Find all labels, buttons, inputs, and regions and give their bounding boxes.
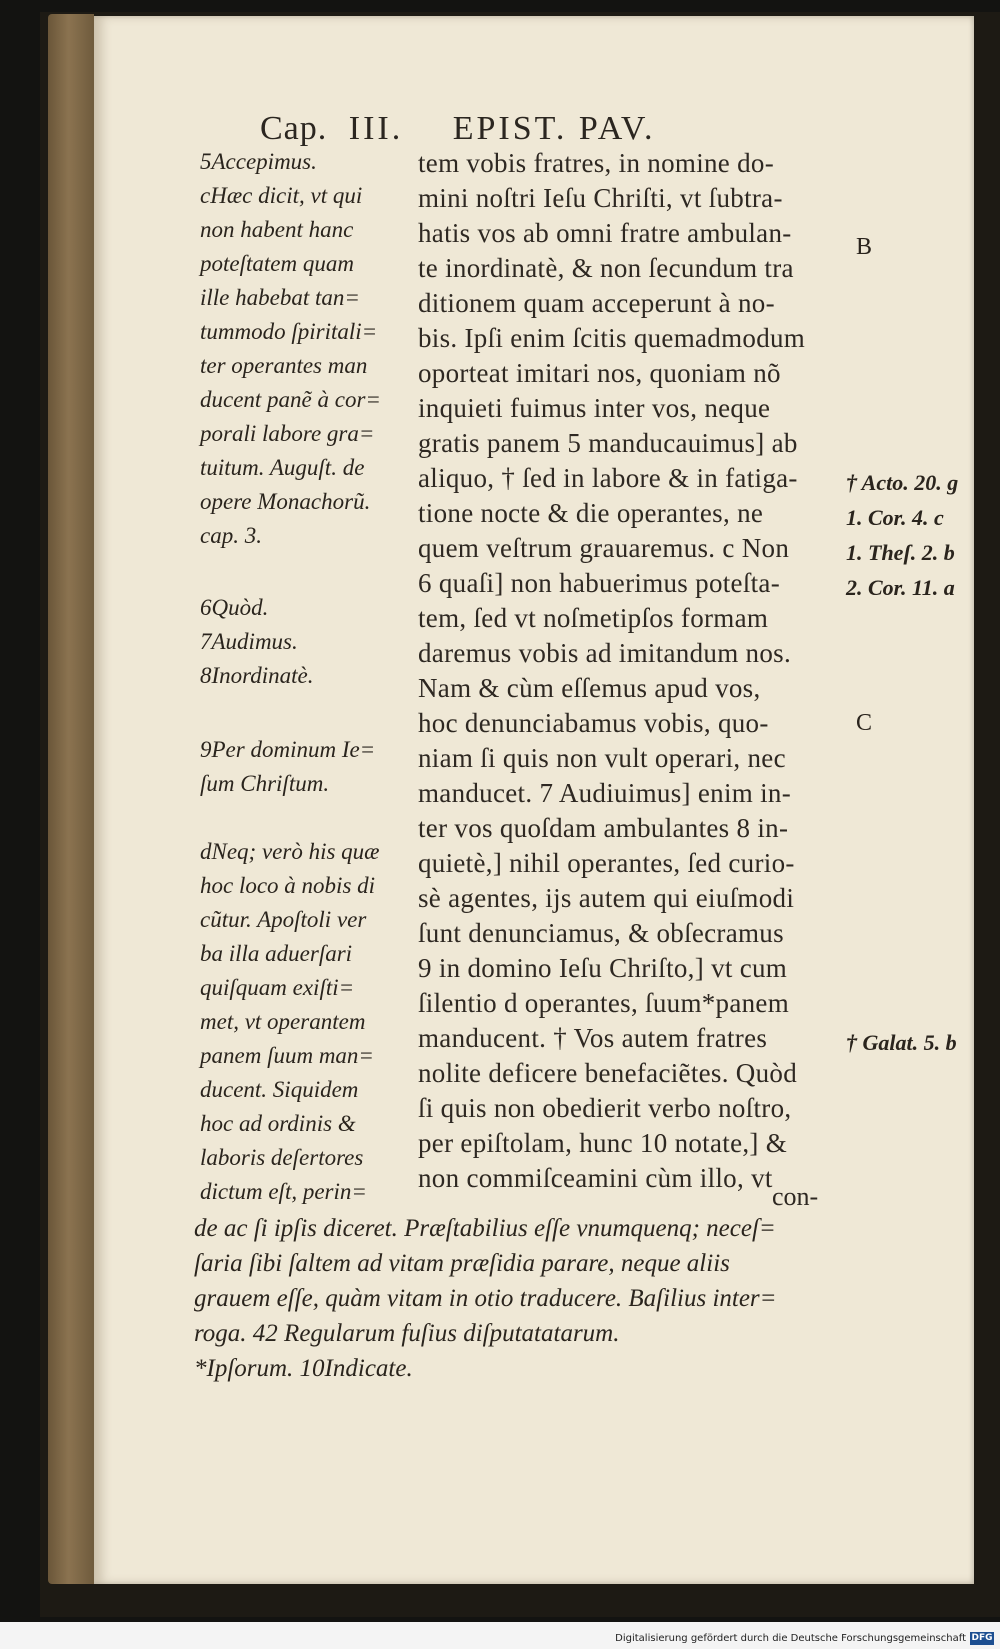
body-line: tem, ſed vt noſmetipſos formam: [418, 603, 769, 633]
body-line: quem veſtrum grauaremus. c Non: [418, 533, 790, 563]
left-note: porali labore gra=: [200, 421, 375, 446]
left-note: ba illa aduerſari: [200, 941, 353, 966]
running-head-epistle: EPIST. PAV.: [452, 110, 656, 147]
body-line: ſi quis non obedierit verbo noſtro,: [418, 1093, 792, 1123]
running-head-cap: Cap.: [260, 110, 328, 147]
body-line: 9 in domino Ieſu Chriſto,] vt cum: [418, 953, 788, 983]
body-line: oporteat imitari nos, quoniam nõ: [418, 358, 781, 388]
left-note: ducent. Siquidem: [200, 1077, 359, 1102]
margin-reference: † Acto. 20. g: [846, 470, 959, 495]
margin-reference: † Galat. 5. b: [846, 1030, 957, 1055]
left-note: tuitum. Auguſt. de: [200, 455, 365, 480]
body-line: manducent. † Vos autem fratres: [418, 1023, 768, 1053]
left-note: 5Accepimus.: [200, 149, 317, 174]
left-note: hoc loco à nobis di: [200, 873, 376, 898]
left-note: hoc ad ordinis &: [200, 1111, 356, 1136]
digitization-credit: Digitalisierung gefördert durch die Deutsche Forschungsgemeinschaft: [615, 1633, 966, 1644]
left-note: dNeq; verò his quæ: [200, 839, 380, 864]
left-note: 8Inordinatè.: [200, 663, 314, 688]
dfg-logo: DFG: [971, 1633, 993, 1643]
catchword: con-: [772, 1182, 819, 1211]
body-line: tione nocte & die operantes, ne: [418, 498, 764, 528]
left-note: tummodo ſpiritali=: [200, 319, 378, 344]
body-line: hatis vos ab omni fratre ambulan-: [418, 218, 792, 248]
body-line: mini noſtri Ieſu Chriſti, vt ſubtra-: [418, 183, 783, 213]
left-note: 9Per dominum Ie=: [200, 737, 376, 762]
body-line: ſunt denunciamus, & obſecramus: [418, 918, 784, 948]
margin-reference: 2. Cor. 11. a: [846, 575, 955, 600]
body-line: ter vos quoſdam ambulantes 8 in-: [418, 813, 789, 843]
section-letter: B: [856, 234, 873, 260]
left-note: quiſquam exiſti=: [200, 975, 355, 1000]
body-line: tem vobis fratres, in nomine do-: [418, 148, 775, 178]
margin-reference: 1. Theſ. 2. b: [846, 540, 955, 565]
footnote-line: grauem eſſe, quàm vitam in otio traducere. Baſilius inter=: [194, 1285, 777, 1312]
body-line: bis. Ipſi enim ſcitis quemadmodum: [418, 323, 806, 353]
margin-reference: 1. Cor. 4. c: [846, 505, 944, 530]
body-line: niam ſi quis non vult operari, nec: [418, 743, 786, 773]
left-note: dictum eſt, perin=: [200, 1179, 367, 1204]
footnote-line: ſaria ſibi ſaltem ad vitam præſidia parare, neque aliis: [194, 1250, 730, 1277]
left-note: cHæc dicit, vt qui: [200, 183, 363, 208]
left-note: cap. 3.: [200, 523, 262, 548]
left-note: met, vt operantem: [200, 1009, 366, 1034]
running-head: [260, 110, 800, 148]
left-note: non habent hanc: [200, 217, 354, 242]
body-line: per epiſtolam, hunc 10 notate,] &: [418, 1128, 788, 1158]
left-note: ter operantes man: [200, 353, 368, 378]
body-line: te inordinatè, & non ſecundum tra: [418, 253, 794, 283]
body-line: hoc denunciabamus vobis, quo-: [418, 708, 769, 738]
body-line: aliquo, † ſed in labore & in fatiga-: [418, 463, 798, 493]
left-note: 6Quòd.: [200, 595, 269, 620]
body-line: nolite deficere benefaciẽtes. Quòd: [418, 1058, 798, 1088]
body-line: gratis panem 5 manducauimus] ab: [418, 428, 798, 458]
body-line: 6 quaſi] non habuerimus poteſta-: [418, 568, 781, 598]
left-note: panem ſuum man=: [200, 1043, 374, 1068]
body-line: Nam & cùm eſſemus apud vos,: [418, 673, 761, 703]
body-line: non commiſceamini cùm illo, vt: [418, 1163, 773, 1193]
body-line: quietè,] nihil operantes, ſed curio-: [418, 848, 795, 878]
left-note: ille habebat tan=: [200, 285, 360, 310]
body-line: ſilentio d operantes, ſuum*panem: [418, 988, 790, 1018]
footnote-line: roga. 42 Regularum fuſius diſputatatarum.: [194, 1320, 620, 1347]
footnote-line: de ac ſi ipſis diceret. Præſtabilius eſſe vnumquenq; neceſ=: [194, 1215, 776, 1242]
section-letter: C: [856, 710, 873, 736]
body-line: daremus vobis ad imitandum nos.: [418, 638, 792, 668]
left-note: poteſtatem quam: [200, 251, 354, 276]
left-note: ſum Chriſtum.: [200, 771, 330, 796]
body-line: sè agentes, ijs autem qui eiuſmodi: [418, 883, 795, 913]
left-note: ducent panẽ à cor=: [200, 387, 381, 412]
body-line: manducet. 7 Audiuimus] enim in-: [418, 778, 791, 808]
book-spine-edge: [48, 14, 94, 1584]
left-note: laboris deſertores: [200, 1145, 364, 1170]
left-note: cũtur. Apoſtoli ver: [200, 907, 367, 932]
body-line: inquieti fuimus inter vos, neque: [418, 393, 771, 423]
body-line: ditionem quam acceperunt à no-: [418, 288, 775, 318]
left-note: 7Audimus.: [200, 629, 298, 654]
footnote-line: *Ipſorum. 10Indicate.: [194, 1355, 413, 1382]
left-note: opere Monachorũ.: [200, 489, 371, 514]
running-head-chapter-number: III.: [348, 110, 404, 147]
